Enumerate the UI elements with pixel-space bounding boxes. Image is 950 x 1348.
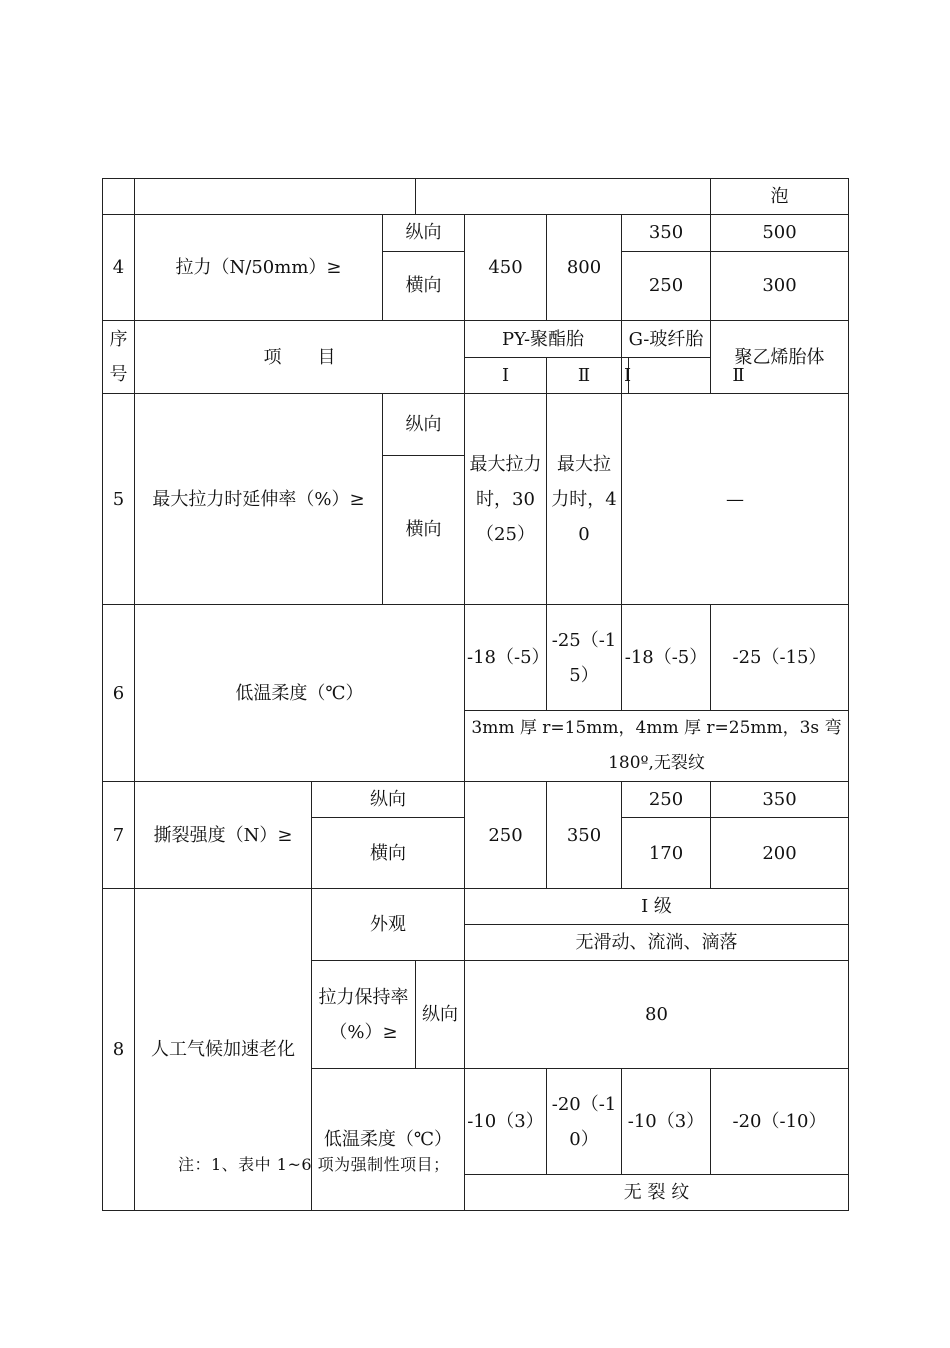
header-g: G-玻纤胎 xyxy=(622,321,711,358)
cell-dir: 纵向 xyxy=(312,782,465,818)
cell-values xyxy=(416,179,711,215)
cell-item: 低温柔度（℃） xyxy=(135,605,465,782)
cell-value: -10（3） xyxy=(622,1069,711,1175)
cell-value: 250 xyxy=(622,251,711,320)
cell-value: -10（3） xyxy=(465,1069,547,1175)
cell-value: Ⅰ 级 xyxy=(465,889,849,925)
cell-item xyxy=(135,179,416,215)
cell-no: 6 xyxy=(103,605,135,782)
table-row xyxy=(103,782,849,818)
cell-value: 80 xyxy=(465,961,849,1069)
table-row xyxy=(103,394,849,456)
cell-value: 250 xyxy=(465,782,547,889)
spec-table xyxy=(102,178,849,1211)
cell-value: 300 xyxy=(711,251,849,320)
cell-value: 最大拉力时，30（25） xyxy=(465,394,547,605)
header-grade: Ⅰ xyxy=(622,358,629,394)
cell-dir: 横向 xyxy=(383,455,465,604)
cell-value: -20（-10） xyxy=(547,1069,622,1175)
cell-value: -20（-10） xyxy=(711,1069,849,1175)
cell-sub-item: 拉力保持率（%）≥ xyxy=(312,961,416,1069)
cell-value: 500 xyxy=(711,215,849,252)
cell-value: 无滑动、流淌、滴落 xyxy=(465,925,849,961)
header-grade: Ⅰ xyxy=(465,358,547,394)
cell-sub-item: 外观 xyxy=(312,889,465,961)
cell-value: 无 裂 纹 xyxy=(465,1175,849,1211)
cell-value: -25（-15） xyxy=(547,605,622,711)
cell-value: 350 xyxy=(711,782,849,818)
cell-no xyxy=(103,179,135,215)
table-row xyxy=(103,215,849,252)
header-no: 序号 xyxy=(103,321,135,394)
cell-remark: 3mm 厚 r=15mm，4mm 厚 r=25mm，3s 弯 180º,无裂纹 xyxy=(465,711,849,782)
header-py: PY-聚酯胎 xyxy=(465,321,622,358)
cell-value: -18（-5） xyxy=(465,605,547,711)
cell-value: -18（-5） xyxy=(622,605,711,711)
cell-value: 350 xyxy=(547,782,622,889)
header-grade: Ⅱ xyxy=(547,358,622,394)
cell-value: 最大拉力时，40 xyxy=(547,394,622,605)
cell-pe: 泡 xyxy=(711,179,849,215)
cell-value: 200 xyxy=(711,818,849,889)
cell-dir: 横向 xyxy=(383,251,465,320)
cell-dir: 横向 xyxy=(312,818,465,889)
cell-no: 5 xyxy=(103,394,135,605)
cell-sub-item: 低温柔度（℃） xyxy=(312,1069,465,1211)
cell-value: 350 xyxy=(622,215,711,252)
table-row xyxy=(103,889,849,925)
header-grade: Ⅱ xyxy=(629,358,849,394)
cell-value: — xyxy=(622,394,849,605)
table-note: 注：1、表中 1~6 项为强制性项目； xyxy=(178,1155,450,1174)
cell-value: 800 xyxy=(547,215,622,321)
cell-item: 拉力（N/50mm）≥ xyxy=(135,215,383,321)
cell-value: 250 xyxy=(622,782,711,818)
table-row xyxy=(103,179,849,215)
cell-item: 撕裂强度（N）≥ xyxy=(135,782,312,889)
table-row xyxy=(103,605,849,711)
cell-dir: 纵向 xyxy=(383,394,465,456)
cell-value: 170 xyxy=(622,818,711,889)
header-item: 项 目 xyxy=(135,321,465,394)
cell-dir: 纵向 xyxy=(416,961,465,1069)
cell-item: 最大拉力时延伸率（%）≥ xyxy=(135,394,383,605)
cell-dir: 纵向 xyxy=(383,215,465,252)
cell-value: -25（-15） xyxy=(711,605,849,711)
table-header-row xyxy=(103,321,849,358)
cell-value: 450 xyxy=(465,215,547,321)
cell-no: 7 xyxy=(103,782,135,889)
cell-item: 人工气候加速老化 xyxy=(135,889,312,1211)
cell-no: 8 xyxy=(103,889,135,1211)
header-pe: 聚乙烯胎体 xyxy=(711,321,849,394)
cell-no: 4 xyxy=(103,215,135,321)
